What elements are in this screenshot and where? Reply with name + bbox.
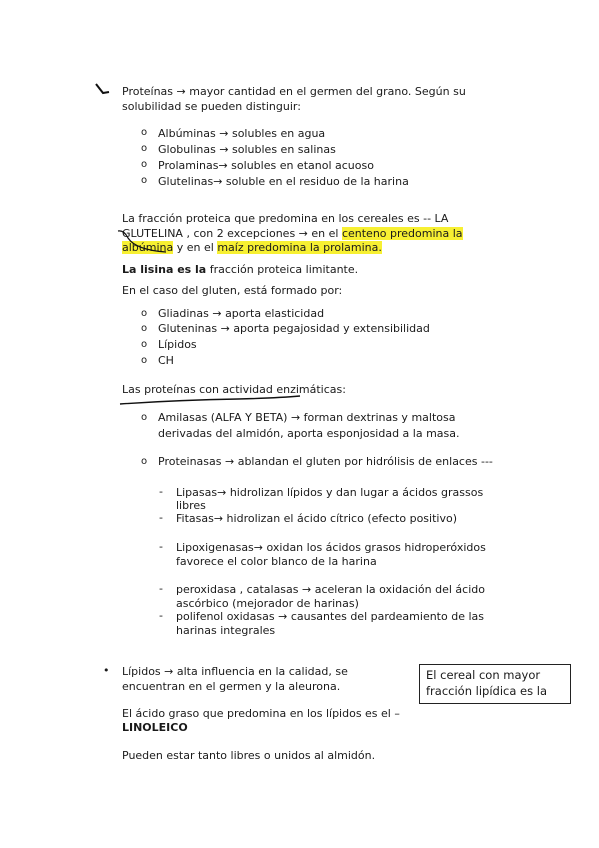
list-bullet: o	[141, 412, 148, 423]
lisina-rest: fracción proteica limitante.	[206, 263, 359, 276]
gluten-intro: En el caso del gluten, está formado por:	[122, 284, 343, 297]
amilasas-line2: derivadas del almidón, aporta esponjosidad a la masa.	[158, 427, 460, 440]
highlight-albumina: albúmina	[122, 241, 174, 254]
list-bullet-dot: •	[103, 664, 110, 677]
dash-bullet: -	[159, 609, 163, 622]
dash-bullet: -	[159, 582, 163, 595]
fraction-line3-text: y en el	[173, 241, 218, 254]
list-bullet: o	[141, 339, 148, 350]
list-item-albuminas: Albúminas → solubles en agua	[158, 127, 326, 140]
list-bullet: o	[141, 159, 148, 170]
list-bullet: o	[141, 355, 148, 366]
list-item-prolaminas: Prolaminas→ solubles en etanol acuoso	[158, 159, 374, 172]
peroxidasa-line1: peroxidasa , catalasas → aceleran la oxidación del ácido	[176, 583, 485, 596]
lipasas-line1: Lipasas→ hidrolizan lípidos y dan lugar a ácidos grassos	[176, 486, 484, 499]
list-item-ch: CH	[158, 354, 174, 367]
list-bullet: o	[141, 456, 148, 467]
proteinasas-line: Proteinasas → ablandan el gluten por hidrólisis de enlaces ---	[158, 455, 493, 468]
highlight-centeno: centeno predomina la	[341, 227, 463, 240]
handwritten-tick-mark	[94, 82, 114, 96]
handwritten-underline-mark	[118, 394, 308, 408]
acido-graso-line1: El ácido graso que predomina en los lípidos es el –	[122, 707, 400, 720]
proteinas-intro-line1: Proteínas → mayor cantidad en el germen del grano. Según su	[122, 85, 466, 98]
lisina-bold: La lisina es la	[122, 263, 207, 276]
glutelina-word: GLUTELINA	[122, 227, 183, 240]
polifenol-line1: polifenol oxidasas → causantes del pardeamiento de las	[176, 610, 484, 623]
fraction-line2-text: , con 2 excepciones → en el	[182, 227, 342, 240]
list-bullet: o	[141, 175, 148, 186]
lipasas-line2: libres	[176, 499, 206, 512]
lisina-line	[122, 262, 358, 277]
lipidos-line1: Lípidos → alta influencia en la calidad, se	[122, 665, 348, 678]
enzymes-heading: Las proteínas con actividad enzimáticas:	[122, 383, 346, 396]
dash-bullet: -	[159, 485, 163, 498]
fraction-line1: La fracción proteica que predomina en los cereales es -- LA	[122, 212, 449, 225]
list-item-lipidos: Lípidos	[158, 338, 197, 351]
list-item-gliadinas: Gliadinas → aporta elasticidad	[158, 307, 325, 320]
fitasas-line: Fitasas→ hidrolizan el ácido cítrico (efecto positivo)	[176, 512, 457, 525]
lipoxigenasas-line2: favorece el color blanco de la harina	[176, 555, 377, 568]
list-bullet: o	[141, 308, 148, 319]
list-item-globulinas: Globulinas → solubles en salinas	[158, 143, 336, 156]
highlight-maiz: maíz predomina la prolamina.	[217, 241, 382, 254]
dash-bullet: -	[159, 540, 163, 553]
note-box	[419, 664, 571, 704]
amilasas-line1: Amilasas (ALFA Y BETA) → forman dextrinas y maltosa	[158, 411, 456, 424]
polifenol-line2: harinas integrales	[176, 624, 276, 637]
list-item-gluteninas: Gluteninas → aporta pegajosidad y extensibilidad	[158, 322, 430, 335]
lipoxigenasas-line1: Lipoxigenasas→ oxidan los ácidos grasos hidroperóxidos	[176, 541, 486, 554]
list-bullet: o	[141, 127, 148, 138]
list-item-glutelinas: Glutelinas→ soluble en el residuo de la harina	[158, 175, 409, 188]
handwritten-strike-mark	[116, 228, 176, 258]
peroxidasa-line2: ascórbico (mejorador de harinas)	[176, 597, 359, 610]
proteinas-intro-line2: solubilidad se pueden distinguir:	[122, 100, 301, 113]
libres-unidos-line: Pueden estar tanto libres o unidos al almidón.	[122, 749, 376, 762]
linoleico: LINOLEICO	[122, 721, 188, 734]
list-bullet: o	[141, 143, 148, 154]
list-bullet: o	[141, 323, 148, 334]
dash-bullet: -	[159, 511, 163, 524]
note-box-text: El cereal con mayor fracción lipídica es la	[426, 668, 548, 698]
lipidos-line2: encuentran en el germen y la aleurona.	[122, 680, 341, 693]
